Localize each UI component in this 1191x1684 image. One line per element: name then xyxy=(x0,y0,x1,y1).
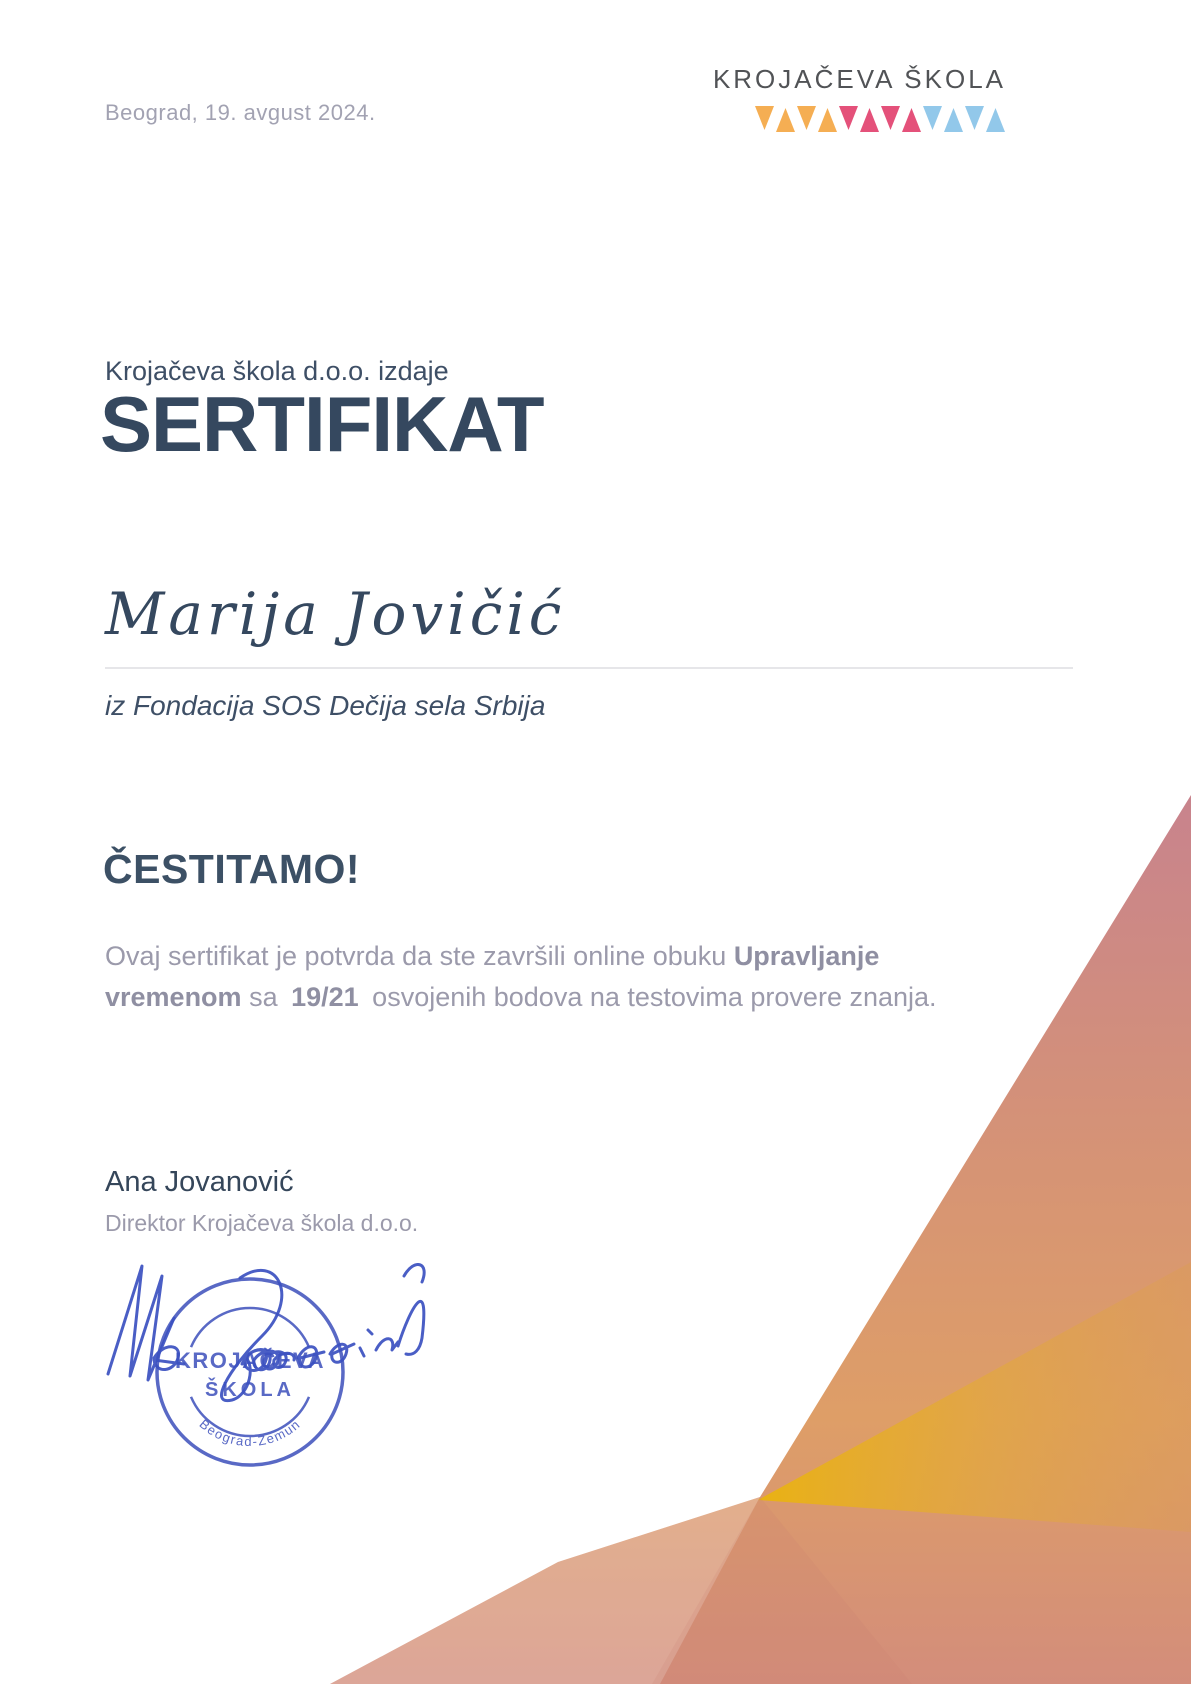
course-name: Upravljanje vremenom xyxy=(105,941,880,1012)
certificate-title: SERTIFIKAT xyxy=(100,380,544,468)
issuer-line: Krojačeva škola d.o.o. izdaje xyxy=(105,356,449,386)
logo-triangle xyxy=(860,108,879,132)
director-signature xyxy=(92,1246,440,1426)
body-sa: sa xyxy=(241,982,286,1012)
stamp-line1: KROJAČEVA xyxy=(174,1348,326,1373)
logo-triangle xyxy=(923,106,942,130)
certificate-body-text xyxy=(105,936,967,1018)
stamp-line2: ŠKOLA xyxy=(205,1379,295,1401)
logo-triangle xyxy=(965,106,984,130)
logo-triangle xyxy=(944,108,963,132)
recipient-name: Marija Jovičić xyxy=(105,580,566,648)
signer-title: Direktor Krojačeva škola d.o.o. xyxy=(105,1210,419,1236)
logo-triangle xyxy=(986,108,1005,132)
logo-triangle xyxy=(902,108,921,132)
logo-triangle-band xyxy=(754,106,1006,132)
recipient-organization: iz Fondacija SOS Dečija sela Srbija xyxy=(105,690,546,721)
logo-triangle xyxy=(839,106,858,130)
name-underline xyxy=(105,667,1073,669)
logo-triangle xyxy=(881,106,900,130)
body-prefix: Ovaj sertifikat je potvrda da ste završili online obuku xyxy=(105,941,734,971)
stamp-bottom-arc-text: Beograd-Zemun xyxy=(196,1416,304,1450)
logo-triangle xyxy=(776,108,795,132)
congratulations-heading: ČESTITAMO! xyxy=(103,846,361,892)
logo-triangle xyxy=(818,108,837,132)
logo-triangle xyxy=(755,106,774,130)
score-value: 19/21 xyxy=(291,982,359,1012)
school-logo-wordmark: KROJAČEVA ŠKOLA xyxy=(712,64,1006,94)
signer-name: Ana Jovanović xyxy=(105,1166,294,1198)
body-suffix: osvojenih bodova na testovima provere znanja. xyxy=(364,982,937,1012)
date-location: Beograd, 19. avgust 2024. xyxy=(105,100,376,125)
logo-triangle xyxy=(797,106,816,130)
